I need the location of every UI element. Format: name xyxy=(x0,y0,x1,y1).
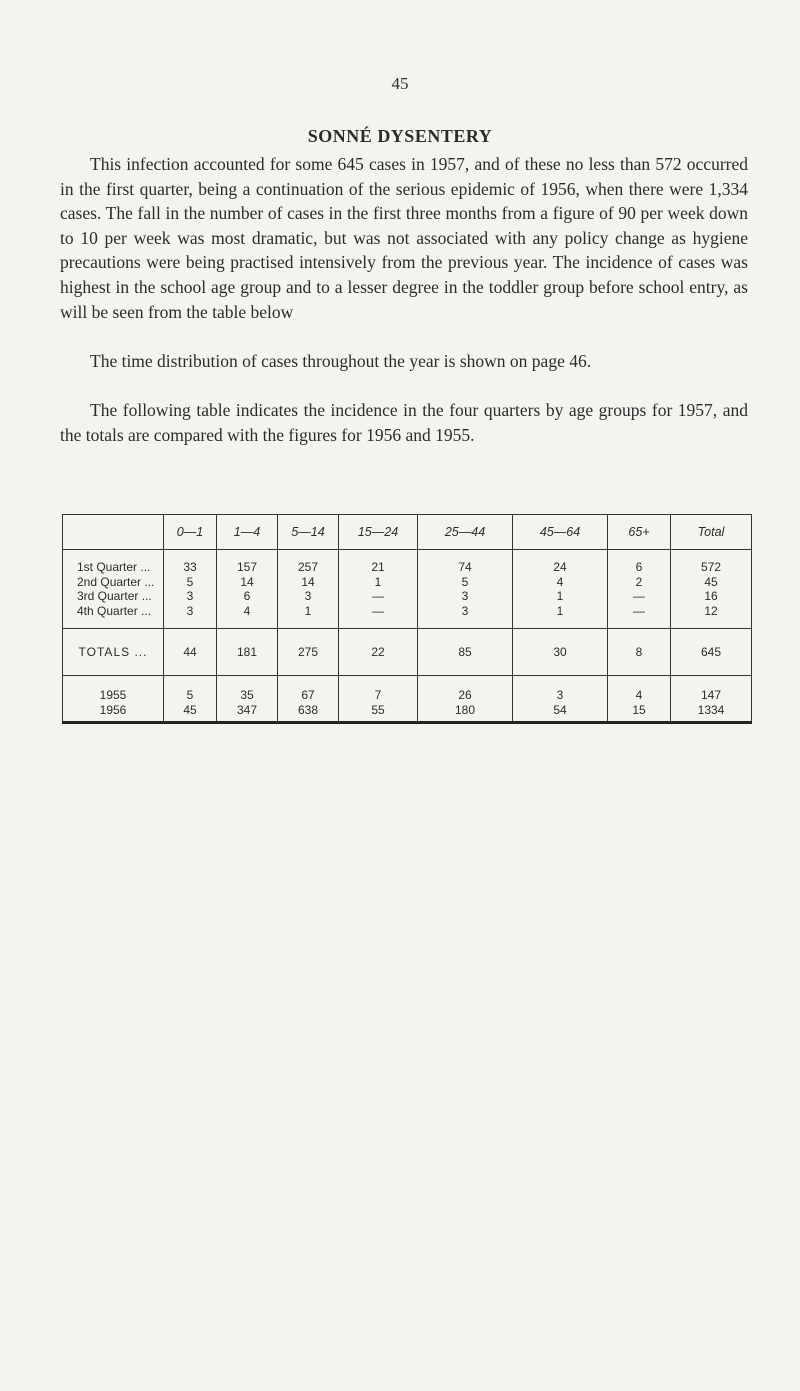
page-number: 45 xyxy=(391,74,409,93)
table-cell: 147 xyxy=(671,676,752,703)
table-cell: 1 xyxy=(513,589,608,604)
row-label: TOTALS ... xyxy=(63,629,164,676)
table-cell: 21 xyxy=(339,550,418,575)
header-cell: 45—64 xyxy=(513,515,608,550)
header-cell: 15—24 xyxy=(339,515,418,550)
header-cell: 1—4 xyxy=(217,515,278,550)
table-cell: 5 xyxy=(164,575,217,590)
table-cell: 67 xyxy=(278,676,339,703)
header-cell: 25—44 xyxy=(418,515,513,550)
table-cell: 3 xyxy=(513,676,608,703)
table-cell: 157 xyxy=(217,550,278,575)
table-cell: — xyxy=(339,589,418,604)
table-cell: 3 xyxy=(278,589,339,604)
header-cell: 5—14 xyxy=(278,515,339,550)
row-label: 3rd Quarter ... xyxy=(63,589,164,604)
table-cell: 1334 xyxy=(671,703,752,723)
incidence-table xyxy=(62,514,752,724)
table-cell: 4 xyxy=(608,676,671,703)
table-cell: 6 xyxy=(608,550,671,575)
table-cell: 1 xyxy=(339,575,418,590)
table-cell: 30 xyxy=(513,629,608,676)
row-label: 1st Quarter ... xyxy=(63,550,164,575)
table-cell: 5 xyxy=(418,575,513,590)
header-cell: 0—1 xyxy=(164,515,217,550)
totals-row xyxy=(63,629,752,676)
table-row xyxy=(63,604,752,629)
table-cell: — xyxy=(608,589,671,604)
paragraph-table-intro: The following table indicates the incidence in the four quarters by age groups for 1957, and the totals are compared with the figures for 1956 and 1955. xyxy=(60,400,748,445)
table-cell: 35 xyxy=(217,676,278,703)
table-row xyxy=(63,550,752,575)
row-label: 1956 xyxy=(63,703,164,723)
table-cell: 7 xyxy=(339,676,418,703)
table-cell: 16 xyxy=(671,589,752,604)
table-cell: 347 xyxy=(217,703,278,723)
row-label: 1955 xyxy=(63,676,164,703)
table-cell: 74 xyxy=(418,550,513,575)
table-cell: 3 xyxy=(418,589,513,604)
table-cell: 24 xyxy=(513,550,608,575)
table-cell: 2 xyxy=(608,575,671,590)
table-cell: 14 xyxy=(217,575,278,590)
table-cell: 1 xyxy=(278,604,339,629)
table-cell: 85 xyxy=(418,629,513,676)
paragraph-intro: This infection accounted for some 645 cases in 1957, and of these no less than 572 occurred in the first quarter, being a continuation of the serious epidemic of 1956, when there were 1,334 cases. The fall in the number of cases in the first three months from a figure of 90 per week down to 10 per week was most dramatic, but was not associated with any policy change as hygiene precautions were being practised intensively from the previous year. The incidence of cases was highest in the school age group and to a lesser degree in the toddler group before school entry, as will be seen from the table below xyxy=(60,154,748,322)
row-label: 4th Quarter ... xyxy=(63,604,164,629)
table-cell: 12 xyxy=(671,604,752,629)
table-row xyxy=(63,676,752,703)
table-cell: 3 xyxy=(164,604,217,629)
table-row xyxy=(63,589,752,604)
table-cell: 33 xyxy=(164,550,217,575)
table-cell: 8 xyxy=(608,629,671,676)
table-cell: 6 xyxy=(217,589,278,604)
table-cell: 1 xyxy=(513,604,608,629)
table-row xyxy=(63,703,752,723)
table-cell: 638 xyxy=(278,703,339,723)
table-cell: 4 xyxy=(513,575,608,590)
table-cell: 180 xyxy=(418,703,513,723)
paragraph-time-distribution: The time distribution of cases throughout the year is shown on page 46. xyxy=(90,351,592,371)
table-cell: 4 xyxy=(217,604,278,629)
table-cell: 54 xyxy=(513,703,608,723)
table-row xyxy=(63,575,752,590)
table-cell: 275 xyxy=(278,629,339,676)
table-cell: — xyxy=(608,604,671,629)
table-cell: 45 xyxy=(671,575,752,590)
row-label: 2nd Quarter ... xyxy=(63,575,164,590)
header-cell xyxy=(63,515,164,550)
table-cell: 15 xyxy=(608,703,671,723)
header-cell: Total xyxy=(671,515,752,550)
page-title: SONNÉ DYSENTERY xyxy=(307,126,493,146)
table-cell: 645 xyxy=(671,629,752,676)
table-cell: 44 xyxy=(164,629,217,676)
table-header-row xyxy=(63,515,752,550)
table-cell: 55 xyxy=(339,703,418,723)
table-cell: 572 xyxy=(671,550,752,575)
table-cell: 257 xyxy=(278,550,339,575)
table-cell: 3 xyxy=(418,604,513,629)
table-cell: 14 xyxy=(278,575,339,590)
header-cell: 65+ xyxy=(608,515,671,550)
table-cell: 3 xyxy=(164,589,217,604)
table-cell: 22 xyxy=(339,629,418,676)
table-cell: 45 xyxy=(164,703,217,723)
table-cell: 26 xyxy=(418,676,513,703)
table-cell: — xyxy=(339,604,418,629)
table-cell: 181 xyxy=(217,629,278,676)
table-cell: 5 xyxy=(164,676,217,703)
incidence-table-container xyxy=(62,514,752,724)
